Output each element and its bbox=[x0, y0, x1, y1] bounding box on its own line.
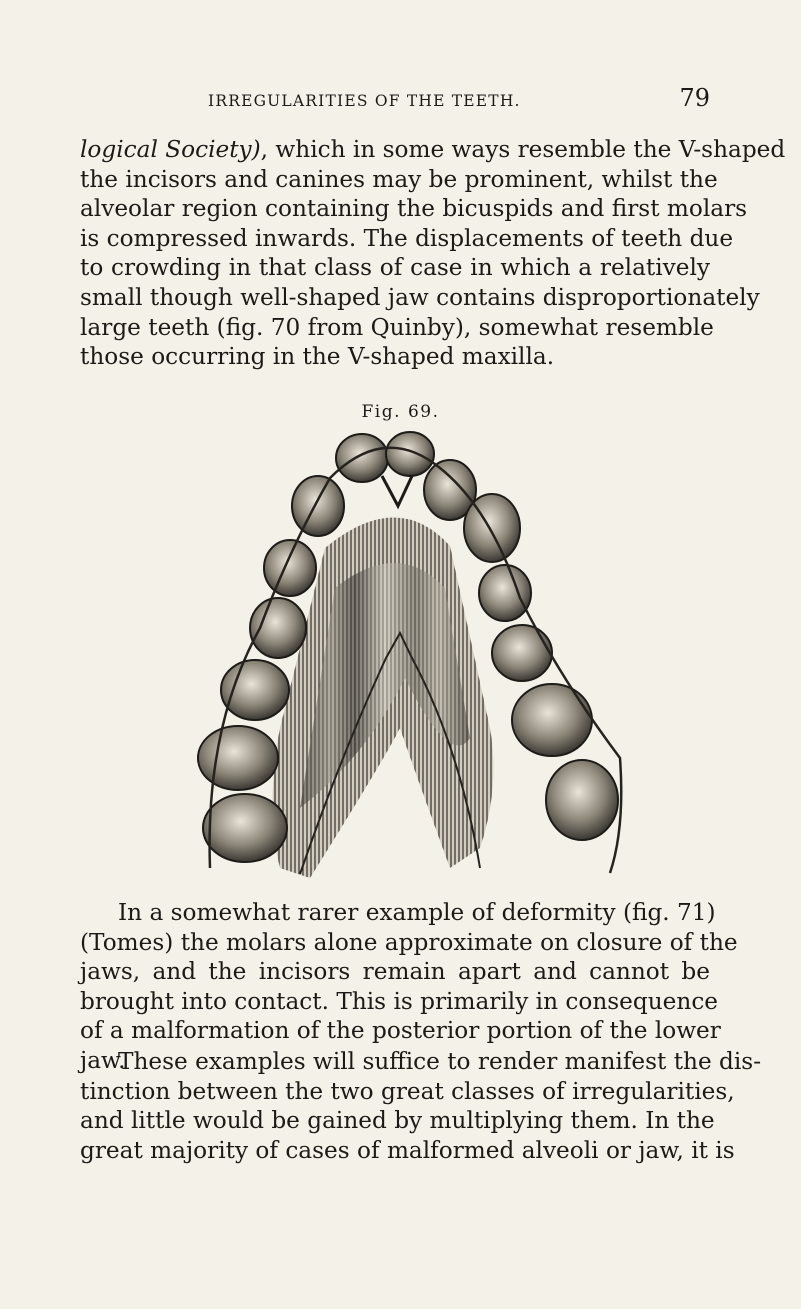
page-number: 79 bbox=[679, 84, 710, 112]
paragraph-1-line: alveolar region containing the bicuspids and first molars bbox=[80, 195, 748, 223]
paragraph-1-line: small though well-shaped jaw contains disproportionately bbox=[80, 283, 760, 311]
paragraph-2-line: (Tomes) the molars alone approximate on closure of the bbox=[80, 928, 738, 956]
paragraph-2-line: brought into contact. This is primarily in consequence bbox=[80, 987, 719, 1015]
paragraph-2-line: jaws, and the incisors remain apart and cannot be bbox=[80, 958, 710, 986]
paragraph-3-line: and little would be gained by multiplying them. In the bbox=[80, 1107, 715, 1135]
paragraph-3-line: tinction between the two great classes of irregularities, bbox=[80, 1077, 735, 1105]
paragraph-3-line: These examples will suffice to render manifest the dis- bbox=[118, 1048, 762, 1075]
paragraph-2-line: In a somewhat rarer example of deformity (fig. 71) bbox=[118, 899, 716, 926]
running-head bbox=[80, 84, 710, 114]
paragraph-3-line: great majority of cases of malformed alveoli or jaw, it is bbox=[80, 1136, 735, 1164]
paragraph-3 bbox=[80, 1047, 762, 1165]
line-1-rest: , which in some ways resemble the V-shaped bbox=[260, 136, 786, 163]
paragraph-1-line: large teeth (fig. 70 from Quinby), somewhat resemble bbox=[80, 313, 714, 341]
figure-69 bbox=[150, 428, 650, 880]
incisors bbox=[336, 432, 434, 506]
italic-society-ref: logical Society) bbox=[80, 136, 261, 163]
v-shaped-maxilla-illustration bbox=[150, 428, 650, 880]
paragraph-1-line: the incisors and canines may be prominent, whilst the bbox=[80, 165, 718, 193]
figure-caption: Fig. 69. bbox=[361, 402, 440, 422]
running-title: IRREGULARITIES OF THE TEETH. bbox=[208, 92, 521, 110]
paragraph-2-line: of a malformation of the posterior portion of the lower bbox=[80, 1017, 721, 1045]
paragraph-1 bbox=[80, 135, 786, 372]
paragraph-2-line: jaw. bbox=[80, 1046, 126, 1074]
paragraph-1-line-1 bbox=[80, 135, 786, 165]
paragraph-1-line: to crowding in that class of case in which a relatively bbox=[80, 254, 710, 282]
paragraph-1-line: is compressed inwards. The displacements of teeth due bbox=[80, 224, 734, 252]
paragraph-1-line: those occurring in the V-shaped maxilla. bbox=[80, 343, 555, 371]
